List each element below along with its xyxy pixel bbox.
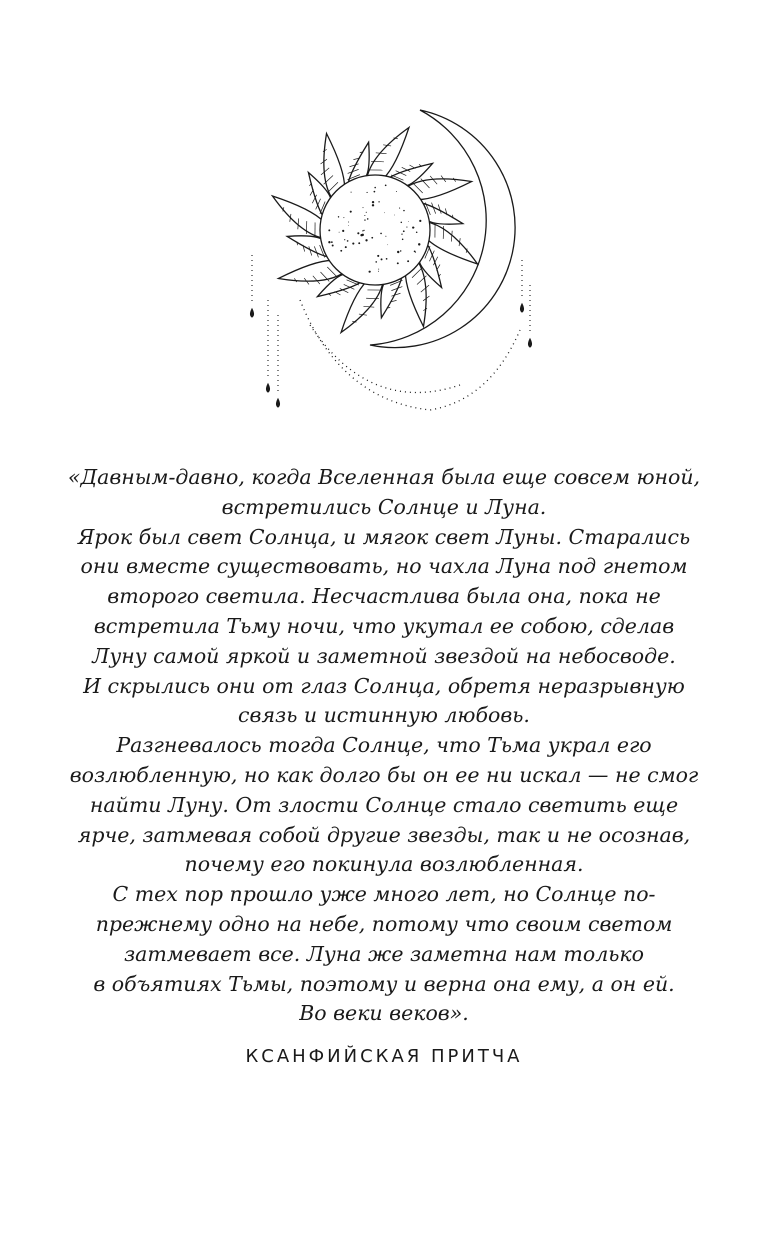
parable-line: С тех пор прошло уже много лет, но Солнце по-: [112, 882, 656, 907]
parable-line: ярче, затмевая собой другие звезды, так и не осознав,: [77, 822, 691, 847]
parable-line: связь и истинную любовь.: [238, 703, 530, 728]
parable-line: встретила Тьму ночи, что укутал ее собою, сделав: [93, 613, 675, 638]
parable-line: встретились Солнце и Луна.: [221, 494, 547, 519]
parable-line: И скрылись они от глаз Солнца, обретя неразрывную: [83, 673, 685, 698]
parable-line: почему его покинула возлюбленная.: [184, 852, 584, 877]
parable-line: Ярок был свет Солнца, и мягок свет Луны. Старались: [77, 524, 691, 549]
parable-line: «Давным-давно, когда Вселенная была еще совсем юной,: [67, 465, 701, 489]
parable-line: Разгневалось тогда Солнце, что Тьма украл его: [116, 733, 652, 758]
parable-line: затмевает все. Луна же заметна нам только: [123, 941, 644, 966]
parable-line: в объятиях Тьмы, поэтому и верна она ему, а он ей.: [93, 971, 675, 996]
sun-and-moon-icon: [230, 70, 560, 430]
parable-text: [60, 463, 708, 1029]
parable-attribution: КСАНФИЙСКАЯ ПРИТЧА: [245, 1046, 523, 1067]
parable-line: второго светила. Несчастлива была она, пока не: [107, 584, 661, 609]
parable-line: найти Луну. От злости Солнце стало светить еще: [89, 792, 679, 817]
parable-line: Луну самой яркой и заметной звездой на небосводе.: [92, 643, 676, 668]
parable-line: возлюбленную, но как долго бы он ее ни искал — не смог: [69, 762, 699, 787]
parable-line: прежнему одно на небе, потому что своим светом: [95, 911, 673, 936]
parable-line: они вместе существовать, но чахла Луна под гнетом: [80, 554, 688, 579]
parable-line: Во веки веков».: [299, 1001, 469, 1026]
